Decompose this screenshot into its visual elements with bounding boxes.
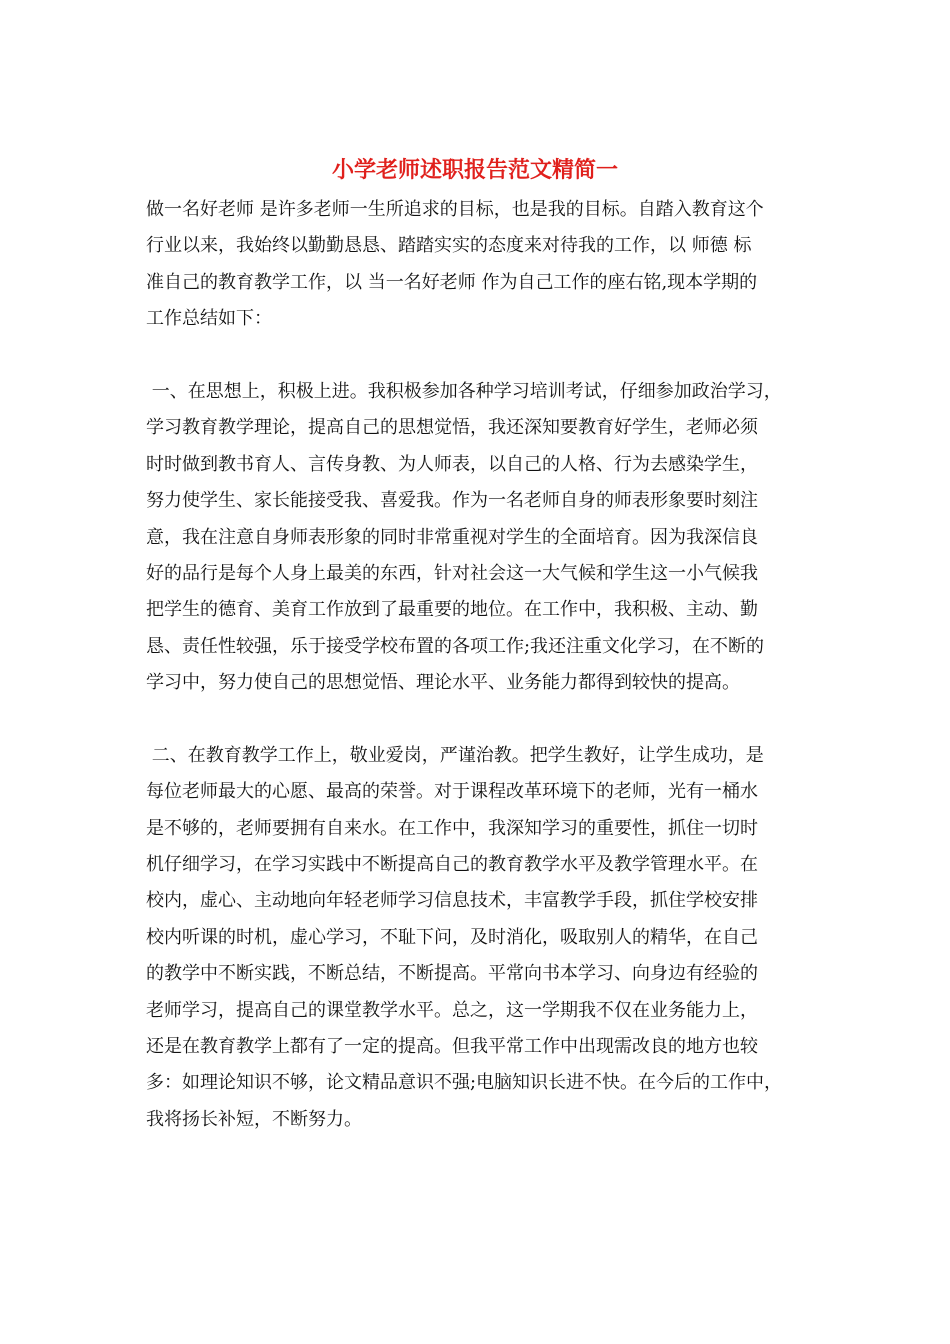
document-body	[146, 192, 818, 1138]
text-line: 把学生的德育、美育工作放到了最重要的地位。在工作中，我积极、主动、勤	[146, 599, 758, 621]
document-title: 小学老师述职报告范文精简一	[331, 157, 618, 183]
text-line: 学习中，努力使自己的思想觉悟、理论水平、业务能力都得到较快的提高。	[146, 672, 740, 694]
text-line: 是不够的，老师要拥有自来水。在工作中，我深知学习的重要性，抓住一切时	[146, 817, 758, 839]
text-line: 老师学习，提高自己的课堂教学水平。总之，这一学期我不仅在业务能力上，	[146, 999, 758, 1021]
text-line: 准自己的教育教学工作，以 当一名好老师 作为自己工作的座右铭,现本学期的	[146, 271, 758, 293]
text-line: 每位老师最大的心愿、最高的荣誉。对于课程改革环境下的老师，光有一桶水	[146, 781, 758, 803]
text-line: 我将扬长补短，不断努力。	[146, 1108, 362, 1130]
text-line: 机仔细学习，在学习实践中不断提高自己的教育教学水平及教学管理水平。在	[146, 854, 758, 876]
text-line: 校内，虚心、主动地向年轻老师学习信息技术，丰富教学手段，抓住学校安排	[146, 890, 758, 912]
text-line: 时时做到教书育人、言传身教、为人师表，以自己的人格、行为去感染学生，	[146, 453, 758, 475]
text-line: 行业以来，我始终以勤勤恳恳、踏踏实实的态度来对待我的工作，以 师德 标	[146, 235, 752, 257]
text-line: 学习教育教学理论，提高自己的思想觉悟，我还深知要教育好学生，老师必须	[146, 417, 758, 439]
text-line: 好的品行是每个人身上最美的东西，针对社会这一大气候和学生这一小气候我	[146, 562, 758, 584]
text-line: 做一名好老师 是许多老师一生所追求的目标，也是我的目标。自踏入教育这个	[146, 199, 764, 220]
paragraph-spacer	[146, 701, 818, 737]
paragraph-spacer	[146, 338, 818, 374]
text-line: 一、在思想上，积极上进。我积极参加各种学习培训考试，仔细参加政治学习，	[146, 380, 782, 402]
text-line: 二、在教育教学工作上，敬业爱岗，严谨治教。把学生教好，让学生成功，是	[146, 744, 764, 766]
text-line: 意，我在注意自身师表形象的同时非常重视对学生的全面培育。因为我深信良	[146, 526, 758, 548]
text-line: 还是在教育教学上都有了一定的提高。但我平常工作中出现需改良的地方也较	[146, 1035, 758, 1057]
text-line: 多：如理论知识不够，论文精品意识不强;电脑知识长进不快。在今后的工作中，	[146, 1072, 783, 1094]
text-line: 恳、责任性较强，乐于接受学校布置的各项工作;我还注重文化学习，在不断的	[146, 635, 765, 657]
text-line: 工作总结如下：	[146, 308, 272, 330]
text-line: 校内听课的时机，虚心学习，不耻下问，及时消化，吸取别人的精华，在自己	[146, 926, 758, 948]
text-line: 努力使学生、家长能接受我、喜爱我。作为一名老师自身的师表形象要时刻注	[146, 490, 758, 512]
text-line: 的教学中不断实践，不断总结，不断提高。平常向书本学习、向身边有经验的	[146, 963, 758, 985]
